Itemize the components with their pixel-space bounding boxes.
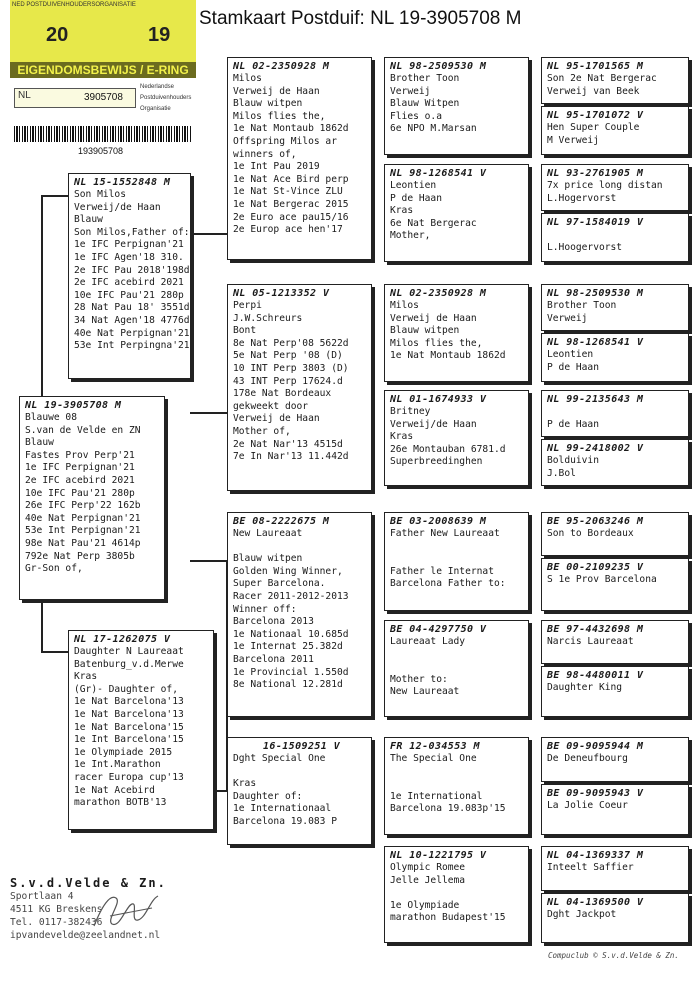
- card-line: Dght Jackpot: [547, 909, 617, 920]
- pigeon-card-ds: [227, 512, 372, 717]
- card-line: Gr-Son of,: [25, 563, 83, 575]
- page-title: Stamkaart Postduif: NL 19-3905708 M: [199, 8, 522, 29]
- ring-id: NL 04-1369500 V: [547, 897, 644, 908]
- card-line: Son Milos: [74, 189, 126, 200]
- card-line: 1e Nat Montaub 1862d: [390, 350, 506, 362]
- card-line: 40e Nat Perpignan'21: [25, 512, 141, 524]
- barcode: [14, 126, 192, 142]
- card-line: Verweij: [390, 85, 431, 97]
- card-line: racer Europa cup'13: [74, 771, 184, 783]
- pigeon-card-dd: [227, 737, 372, 845]
- card-line: Verweij: [547, 312, 588, 324]
- card-line: Father New Laureaat: [390, 528, 500, 539]
- card-line: 40e Nat Perpignan'21: [74, 327, 190, 339]
- card-line: 1e Nat St-Vince ZLU: [233, 186, 343, 198]
- pigeon-card-sds: [384, 284, 529, 382]
- card-line: Narcis Laureaat: [547, 636, 634, 647]
- card-line: [547, 229, 684, 242]
- card-line: Verweij de Haan: [233, 85, 320, 97]
- card-line: Verweij de Haan: [233, 413, 320, 425]
- ring-id: NL 04-1369337 M: [547, 850, 644, 861]
- card-line: [233, 541, 367, 554]
- ring-id: BE 03-2008639 M: [390, 516, 487, 527]
- card-line: 10e IFC Pau'21 280p: [74, 289, 184, 301]
- card-line: 53e Int Perpignan'21: [25, 525, 141, 537]
- pigeon-card-g5-16: [541, 893, 689, 943]
- card-line: Laureaat Lady: [390, 636, 466, 647]
- ring-id: FR 12-034553 M: [390, 741, 480, 752]
- card-line: P de Haan: [547, 418, 599, 430]
- card-line: Blauw Witpen: [390, 98, 460, 110]
- card-line: Offspring Milos ar: [233, 135, 337, 147]
- card-line: Verweij/de Haan: [390, 418, 477, 430]
- card-line: gekweekt door: [233, 400, 309, 412]
- card-line: Mother,: [390, 230, 431, 242]
- pigeon-card-sss: [384, 57, 529, 155]
- ring-id: NL 98-1268541 V: [547, 337, 644, 348]
- card-line: Bont: [233, 325, 257, 337]
- credit-line: Compuclub © S.v.d.Velde & Zn.: [548, 951, 679, 960]
- card-line: Blauw witpen: [390, 325, 460, 337]
- card-line: Dght Special One: [233, 753, 326, 764]
- card-line: 2e Europ ace hen'17: [233, 224, 343, 236]
- card-line: S 1e Prov Barcelona: [547, 574, 657, 585]
- card-line: Kras: [233, 778, 257, 790]
- pigeon-card-g5-11: [541, 620, 689, 664]
- connector-line: [190, 560, 227, 562]
- card-line: Jelle Jellema: [390, 874, 466, 886]
- ring-id: NL 99-2135643 M: [547, 394, 644, 405]
- card-line: 53e Int Perpingna'21: [74, 340, 190, 352]
- card-line: Golden Wing Winner,: [233, 565, 343, 577]
- pigeon-card-dam: [68, 630, 214, 830]
- card-line: 1e International: [390, 790, 483, 802]
- card-line: 10 INT Perp 3803 (D): [233, 362, 349, 374]
- card-line: The Special One: [390, 753, 477, 764]
- ring-id: BE 98-4480011 V: [547, 670, 644, 681]
- ring-id: BE 97-4432698 M: [547, 624, 644, 635]
- pigeon-card-dds: [384, 737, 529, 835]
- ring-id: NL 95-1701072 V: [547, 110, 644, 121]
- card-line: Daughter of:: [233, 790, 303, 802]
- pigeon-card-g5-2: [541, 106, 689, 155]
- card-line: 1e Provincial 1.550d: [233, 666, 349, 678]
- card-line: Mother to:: [390, 673, 448, 685]
- card-line: Winner off:: [233, 603, 297, 615]
- ring-org: [140, 82, 196, 115]
- card-line: 8e Nat Perp'08 5622d: [233, 337, 349, 349]
- card-line: 1e Internationaal: [233, 803, 332, 815]
- ring-year-right: 19: [148, 24, 171, 46]
- card-line: 10e IFC Pau'21 280p: [25, 487, 135, 499]
- card-line: 2e IFC Pau 2018'198d: [74, 264, 190, 276]
- card-line: 2e Nat Nar'13 4515d: [233, 438, 343, 450]
- card-line: 1e IFC Perpignan'21: [25, 462, 135, 474]
- card-line: L.Hoogervorst: [547, 241, 623, 253]
- card-line: Leontien: [390, 180, 437, 191]
- card-line: Verweij/de Haan: [74, 201, 161, 213]
- card-line: La Jolie Coeur: [547, 800, 628, 811]
- address-line: Sportlaan 4: [10, 891, 74, 902]
- card-line: De Deneufbourg: [547, 753, 628, 764]
- card-line: 1e IFC Agen'18 310.: [74, 251, 184, 263]
- card-line: M Verweij: [547, 134, 599, 146]
- card-line: Milos flies the,: [390, 337, 483, 349]
- card-line: [390, 887, 524, 900]
- pigeon-card-g5-1: [541, 57, 689, 104]
- connector-line: [41, 195, 69, 197]
- card-line: 98e Nat Pau'21 4614p: [25, 537, 141, 549]
- ring-id: BE 95-2063246 M: [547, 516, 644, 527]
- address-line: 4511 KG Breskens: [10, 904, 103, 915]
- ring-id: NL 10-1221795 V: [390, 850, 487, 861]
- ring-org-line: Organisatie: [140, 106, 171, 112]
- card-line: 6e NPO M.Marsan: [390, 123, 477, 135]
- breeder-name: S.v.d.Velde & Zn.: [10, 876, 167, 890]
- card-line: Verweij van Beek: [547, 85, 640, 97]
- card-line: Kras: [390, 205, 414, 217]
- card-line: Kras: [390, 431, 414, 443]
- card-line: 1e Int Barcelona'15: [74, 734, 184, 746]
- card-line: Racer 2011-2012-2013: [233, 590, 349, 602]
- pigeon-card-g5-14: [541, 784, 689, 835]
- ring-id: 16-1509251 V: [263, 741, 341, 752]
- card-line: [547, 406, 684, 419]
- card-line: Perpi: [233, 300, 262, 311]
- card-line: Verweij de Haan: [390, 312, 477, 324]
- card-line: Barcelona 2011: [233, 653, 314, 665]
- card-line: Milos: [233, 73, 262, 84]
- ring-id: NL 17-1262075 V: [74, 634, 171, 645]
- card-line: Superbreedinghen: [390, 456, 483, 468]
- card-line: J.Bol: [547, 467, 576, 479]
- card-line: [390, 541, 524, 554]
- card-line: Inteelt Saffier: [547, 862, 634, 873]
- card-line: [390, 661, 524, 674]
- pigeon-card-g5-15: [541, 846, 689, 891]
- card-line: [390, 649, 524, 662]
- card-line: 1e Nat Barcelona'13: [74, 696, 184, 708]
- card-line: Bolduivin: [547, 455, 599, 466]
- pigeon-card-ssd: [384, 164, 529, 262]
- ring-id: NL 02-2350928 M: [233, 61, 330, 72]
- pigeon-card-g5-10: [541, 558, 689, 611]
- card-line: P de Haan: [390, 192, 442, 204]
- card-line: 26e Montauban 6781.d: [390, 443, 506, 455]
- card-line: marathon BOTB'13: [74, 797, 167, 809]
- ring-id: NL 95-1701565 M: [547, 61, 644, 72]
- card-line: Barcelona 2013: [233, 616, 314, 628]
- card-line: (Gr)- Daughter of,: [74, 683, 178, 695]
- card-line: Brother Toon: [390, 73, 460, 84]
- card-line: L.Hogervorst: [547, 192, 617, 204]
- card-line: Olympic Romee: [390, 862, 466, 873]
- card-line: Blauw witpen: [233, 553, 303, 565]
- card-line: [390, 553, 524, 566]
- card-line: Blauw witpen: [233, 98, 303, 110]
- connector-line: [41, 600, 43, 651]
- card-line: 2e Euro ace pau15/16: [233, 211, 349, 223]
- card-line: Father le Internat: [390, 565, 494, 577]
- card-line: 1e Nat Montaub 1862d: [233, 123, 349, 135]
- card-line: 7e In Nar'13 11.442d: [233, 451, 349, 463]
- card-line: 1e Nat Bergerac 2015: [233, 198, 349, 210]
- card-line: Hen Super Couple: [547, 122, 640, 133]
- card-line: Son 2e Nat Bergerac: [547, 73, 657, 84]
- card-line: 1e Nat Acebird: [74, 784, 155, 796]
- card-line: winners of,: [233, 148, 297, 160]
- pigeon-card-ss: [227, 57, 372, 260]
- pigeon-card-main: [19, 396, 165, 600]
- pigeon-card-g5-7: [541, 390, 689, 437]
- pigeon-card-dss: [384, 512, 529, 611]
- card-line: Brother Toon: [547, 300, 617, 311]
- card-line: Barcelona Father to:: [390, 578, 506, 590]
- card-line: 28 Nat Pau 18' 3551d: [74, 302, 190, 314]
- pigeon-card-dsd: [384, 620, 529, 717]
- card-line: Leontien: [547, 349, 594, 360]
- card-line: New Laureaat: [233, 528, 303, 539]
- card-line: 1e Nationaal 10.685d: [233, 628, 349, 640]
- card-line: marathon Budapest'15: [390, 912, 506, 924]
- ring-band: EIGENDOMSBEWIJS / E-RING: [10, 62, 196, 78]
- ring-id: NL 19-3905708 M: [25, 400, 122, 411]
- pigeon-card-ddd: [384, 846, 529, 943]
- card-line: 1e Olympiade: [390, 899, 460, 911]
- ring-id: NL 98-2509530 M: [547, 288, 644, 299]
- card-line: 1e Olympiade 2015: [74, 746, 173, 758]
- ring-id: BE 09-9095944 M: [547, 741, 644, 752]
- pigeon-card-g5-3: [541, 164, 689, 211]
- ring-id: NL 98-2509530 M: [390, 61, 487, 72]
- ring-id: NL 99-2418002 V: [547, 443, 644, 454]
- ring-id: NL 93-2761905 M: [547, 168, 644, 179]
- pigeon-card-g5-13: [541, 737, 689, 782]
- ring-id: NL 98-1268541 V: [390, 168, 487, 179]
- card-line: Barcelona 19.083 P: [233, 815, 337, 827]
- card-line: Blauw: [25, 437, 54, 449]
- card-line: Batenburg_v.d.Merwe: [74, 658, 184, 670]
- ring-subtitle: NED POSTDUIVENHOUDERSORGANISATIE: [12, 2, 136, 8]
- address-line: ipvandevelde@zeelandnet.nl: [10, 930, 161, 941]
- card-line: J.W.Schreurs: [233, 312, 303, 324]
- card-line: Blauw: [74, 214, 103, 226]
- pigeon-card-g5-8: [541, 439, 689, 486]
- card-line: 178e Nat Bordeaux: [233, 388, 332, 400]
- pigeon-card-g5-6: [541, 333, 689, 382]
- card-line: [233, 766, 367, 779]
- card-line: 2e IFC acebird 2021: [25, 474, 135, 486]
- card-line: 7x price long distan: [547, 180, 663, 191]
- card-line: New Laureaat: [390, 686, 460, 698]
- card-line: Blauwe 08: [25, 412, 77, 423]
- ring-certificate: [10, 0, 196, 160]
- card-line: Daughter King: [547, 682, 623, 693]
- ring-org-line: Postduivenhouders: [140, 95, 192, 101]
- ring-id: NL 05-1213352 V: [233, 288, 330, 299]
- ring-id: BE 09-9095943 V: [547, 788, 644, 799]
- card-line: 43 INT Perp 17624.d: [233, 375, 343, 387]
- connector-line: [190, 233, 227, 235]
- card-line: [390, 778, 524, 791]
- pigeon-card-sire: [68, 173, 191, 379]
- connector-line: [41, 651, 69, 653]
- card-line: 792e Nat Perp 3805b: [25, 550, 135, 562]
- card-line: 2e IFC acebird 2021: [74, 277, 184, 289]
- card-line: Milos: [390, 300, 419, 311]
- card-line: 1e Nat Ace Bird perp: [233, 173, 349, 185]
- card-line: 1e Int Pau 2019: [233, 161, 320, 173]
- barcode-number: 193905708: [78, 146, 124, 156]
- card-line: 1e Nat Barcelona'15: [74, 721, 184, 733]
- pigeon-card-g5-12: [541, 666, 689, 717]
- card-line: 34 Nat Agen'18 4776d: [74, 314, 190, 326]
- card-line: P de Haan: [547, 361, 599, 373]
- ring-id: BE 00-2109235 V: [547, 562, 644, 573]
- card-line: Fastes Prov Perp'21: [25, 449, 135, 461]
- card-line: 1e Internat 25.382d: [233, 641, 343, 653]
- ring-year-left: 20: [46, 24, 69, 46]
- ring-id: BE 08-2222675 M: [233, 516, 330, 527]
- card-line: Barcelona 19.083p'15: [390, 803, 506, 815]
- card-line: Kras: [74, 671, 98, 683]
- card-line: S.van de Velde en ZN: [25, 424, 141, 436]
- card-line: 1e Int.Marathon: [74, 759, 161, 771]
- pigeon-card-g5-9: [541, 512, 689, 556]
- connector-line: [41, 195, 43, 397]
- card-line: 5e Nat Perp '08 (D): [233, 350, 343, 362]
- pigeon-card-g5-4: [541, 213, 689, 262]
- ring-id: NL 02-2350928 M: [390, 288, 487, 299]
- pigeon-card-sd: [227, 284, 372, 491]
- address-line: Tel. 0117-382436: [10, 917, 103, 928]
- card-line: Son Milos,Father of:: [74, 226, 190, 238]
- card-line: 6e Nat Bergerac: [390, 217, 477, 229]
- connector-line: [190, 412, 227, 414]
- card-line: Daughter N Laureaat: [74, 646, 184, 657]
- ring-id: BE 04-4297750 V: [390, 624, 487, 635]
- ring-id: NL 97-1584019 V: [547, 217, 644, 228]
- ring-number: 3905708: [84, 92, 123, 103]
- card-line: Super Barcelona.: [233, 578, 326, 590]
- pigeon-card-g5-5: [541, 284, 689, 331]
- card-line: Mother of,: [233, 425, 291, 437]
- card-line: 26e IFC Perp'22 162b: [25, 500, 141, 512]
- ring-id: NL 01-1674933 V: [390, 394, 487, 405]
- card-line: 1e Nat Barcelona'13: [74, 708, 184, 720]
- ring-country: NL: [18, 90, 31, 101]
- card-line: 1e IFC Perpignan'21: [74, 239, 184, 251]
- pigeon-card-sdd: [384, 390, 529, 486]
- ring-id: NL 15-1552848 M: [74, 177, 171, 188]
- signature: [92, 886, 162, 936]
- card-line: Britney: [390, 406, 431, 417]
- card-line: [390, 766, 524, 779]
- ring-org-line: Nederlandse: [140, 84, 175, 90]
- card-line: Son to Bordeaux: [547, 528, 634, 539]
- card-line: Flies o.a: [390, 110, 442, 122]
- card-line: 8e National 12.281d: [233, 679, 343, 691]
- card-line: Milos flies the,: [233, 110, 326, 122]
